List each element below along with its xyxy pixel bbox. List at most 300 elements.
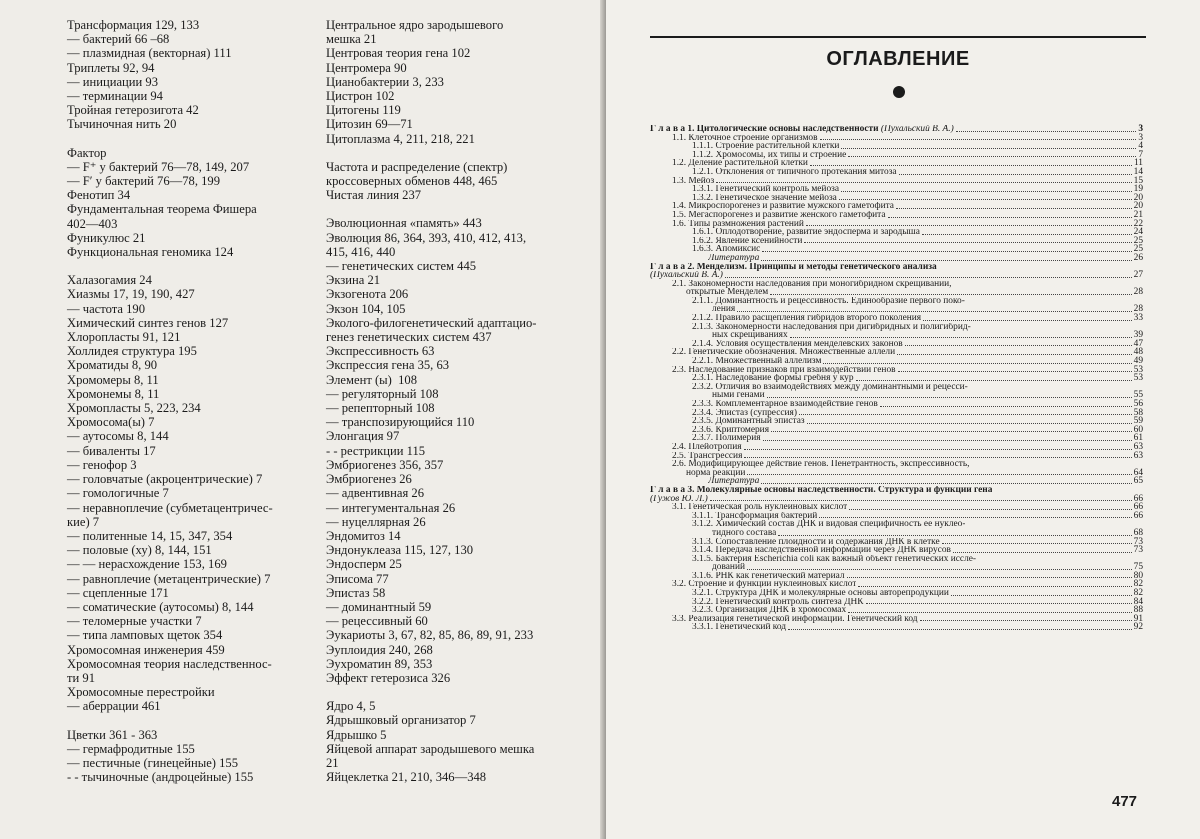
index-entry: Функциональная геномика 124 (67, 245, 234, 260)
index-entry: Химический синтез генов 127 (67, 315, 229, 330)
toc-entry-text: Литература (708, 477, 760, 486)
toc-entry-text: 3.1. Генетическая роль нуклеиновых кислот (672, 503, 848, 512)
toc-leader-dots (896, 208, 1132, 209)
toc-entry-text: 2.3.2. Отличия во взаимодействиях между доминантными и рецесси- (692, 382, 968, 392)
index-entry: Фуникулюс 21 (67, 230, 146, 245)
index-entry: — аберрации 461 (67, 699, 161, 714)
toc-leader-dots (761, 483, 1131, 484)
toc-leader-dots (841, 191, 1132, 192)
toc-entry-title (692, 228, 920, 237)
toc-page-number: 48 (1133, 347, 1143, 358)
toc-entry (650, 202, 1143, 211)
toc-entry (650, 529, 1143, 538)
toc-leader-dots (747, 474, 1131, 475)
toc-entry (650, 288, 1143, 297)
index-entry: Центровая теория гена 102 (326, 46, 471, 61)
toc-page-number: 64 (1133, 467, 1143, 478)
toc-page-number: 28 (1133, 287, 1143, 298)
toc-entry (650, 512, 1143, 521)
toc-page-number: 3 (1138, 132, 1143, 143)
toc-entry (650, 211, 1143, 220)
toc-page-number: 68 (1133, 527, 1143, 538)
toc-page-number: 92 (1133, 622, 1143, 633)
toc-entry-author: (Гужов Ю. Л.) (650, 494, 708, 504)
toc-entry-text: 2.3.1. Наследование формы гребня у кур (692, 374, 854, 383)
toc-entry-text: Г л а в а 2. Менделизм. Принципы и методы генетического анализа (650, 262, 937, 272)
toc-leader-dots (848, 612, 1131, 613)
index-entry: Хромосома(ы) 7 (67, 415, 155, 430)
toc-entry-text: 3.1.1. Трансформация бактерий (692, 511, 818, 521)
toc-leader-dots (920, 620, 1132, 621)
index-entry: — F⁺ у бактерий 76—78, 149, 207 (67, 159, 250, 174)
toc-leader-dots (788, 629, 1132, 630)
index-entry: Эухроматин 89, 353 (326, 656, 433, 671)
index-entry: — терминации 94 (67, 89, 163, 104)
index-entry: — адвентивная 26 (326, 486, 424, 501)
toc-entry-text: Г л а в а 3. Молекулярные основы наследственности. Структура и функции гена (650, 485, 993, 495)
toc-leader-dots (744, 457, 1131, 458)
toc-leader-dots (942, 543, 1132, 544)
index-entry: — интегументальная 26 (326, 500, 456, 515)
toc-leader-dots (799, 414, 1132, 415)
index-entry: Центральное ядро зародышевого (326, 18, 504, 32)
toc-entry-title (672, 177, 714, 186)
index-entry: Эволюция 86, 364, 393, 410, 412, 413, (326, 230, 527, 245)
toc-entry (650, 168, 1143, 177)
toc-entry-title (672, 280, 952, 289)
toc-page-number: 22 (1133, 218, 1143, 229)
toc-page-number: 33 (1133, 313, 1143, 324)
toc-leader-dots (747, 569, 1132, 570)
toc-entry (650, 142, 1143, 151)
toc-entry-text: 1.5. Мегаспорогенез и развитие женского гаметофита (672, 210, 886, 220)
toc-page-number: 80 (1133, 570, 1143, 581)
toc-entry-title (712, 563, 745, 572)
toc-entry-title (692, 374, 854, 383)
toc-entry (650, 503, 1143, 512)
index-entry: Цитогены 119 (326, 103, 401, 118)
toc-page-number: 15 (1133, 175, 1143, 186)
toc-entry (650, 177, 1143, 186)
toc-page-number: 14 (1133, 166, 1143, 177)
toc-entry (650, 598, 1143, 607)
toc-entry (650, 383, 1143, 392)
toc-page-number: 73 (1133, 545, 1143, 556)
index-entry: — частота 190 (67, 301, 146, 316)
toc-entry (650, 271, 1143, 280)
toc-entry (650, 391, 1143, 400)
toc-entry-text: 3.1.2. Химический состав ДНК и видовая специфичность ее нуклео- (692, 520, 966, 529)
index-entry: Цистрон 102 (326, 89, 395, 104)
index-entry: 415, 416, 440 (326, 244, 396, 259)
index-entry: Цитоплазма 4, 211, 218, 221 (326, 131, 475, 146)
toc-page-number: 59 (1133, 416, 1143, 427)
index-spacer (67, 259, 317, 273)
toc-entry (650, 606, 1143, 615)
toc-page-number: 39 (1133, 330, 1143, 341)
toc-entry-title (692, 546, 951, 555)
toc-entry-title (672, 580, 856, 589)
page-number: 477 (1112, 793, 1138, 810)
index-spacer (326, 146, 584, 160)
index-entry: Яйцевой аппарат зародышевого мешка (326, 741, 535, 756)
toc-entry-title (712, 529, 776, 538)
toc-page-number: 28 (1133, 304, 1143, 315)
toc-entry-text: 1.2.1. Отклонения от типичного протекания митоза (692, 167, 897, 177)
toc-leader-dots (819, 517, 1131, 518)
toc-entry-title (692, 314, 921, 323)
toc-entry (650, 417, 1143, 426)
toc-page-number: 65 (1133, 476, 1143, 487)
toc-entry-title (692, 151, 846, 160)
toc-entry (650, 520, 1143, 529)
index-entry: — доминантный 59 (326, 599, 432, 614)
index-entry: Хлоропласты 91, 121 (67, 330, 181, 345)
toc-page-number: 19 (1133, 184, 1143, 195)
index-entry: — неравноплечие (субметацентричес- (67, 500, 273, 515)
toc-entry-text: 2.3. Наследование признаков при взаимодействии генов (672, 365, 896, 375)
toc-leader-dots (806, 225, 1132, 226)
toc-leader-dots (953, 552, 1132, 553)
toc-entry-title (692, 623, 786, 632)
index-entry: мешка 21 (326, 32, 377, 47)
toc-entry-title (672, 460, 969, 469)
toc-entry (650, 623, 1143, 632)
toc-entry (650, 331, 1143, 340)
toc-entry (650, 305, 1143, 314)
toc-entry-text: 2.1. Закономерности наследования при моногибридном скрещивании, (672, 279, 952, 289)
toc-entry-title (686, 469, 745, 478)
index-entry: — гермафродитные 155 (67, 741, 195, 756)
toc-leader-dots (716, 182, 1131, 183)
toc-entry (650, 469, 1143, 478)
toc-entry-text: 1.6.3. Апомиксис (692, 245, 761, 254)
toc-leader-dots (923, 320, 1132, 321)
toc-entry-title (692, 555, 976, 564)
toc-page-number: 84 (1133, 596, 1143, 607)
toc-entry-text: 2.3.7. Полимерия (692, 434, 761, 443)
index-entry: Центромера 90 (326, 60, 407, 75)
toc-entry-author: (Пухальский В. А.) (880, 125, 954, 134)
toc-entry (650, 538, 1143, 547)
index-entry: Эмбриогенез 356, 357 (326, 457, 444, 472)
toc-leader-dots (763, 440, 1132, 441)
index-entry: Чистая линия 237 (326, 188, 422, 203)
index-entry: — рецессивный 60 (326, 614, 428, 629)
toc-entry (650, 477, 1143, 486)
toc-entry-title (672, 503, 847, 512)
toc-entry-text: 2.6. Модифицирующее действие генов. Пенетрантность, экспрессивность, (672, 460, 970, 469)
toc-page-number: 47 (1133, 338, 1143, 349)
toc-entry-title (672, 366, 896, 375)
toc-entry-title (692, 357, 821, 366)
toc-leader-dots (880, 406, 1132, 407)
toc-page-number: 26 (1133, 252, 1143, 263)
toc-entry-text: 2.1.1. Доминантность и рецессивность. Единообразие первого поко- (692, 296, 965, 306)
toc-entry-title (692, 168, 897, 177)
toc-entry (650, 245, 1143, 254)
index-entry: Хромосомная теория наследственнос- (67, 656, 272, 671)
toc-page-number: 53 (1133, 364, 1143, 375)
index-entry: Хромомеры 8, 11 (67, 372, 159, 387)
toc-leader-dots (767, 397, 1132, 398)
index-entry: Триплеты 92, 94 (67, 60, 155, 75)
table-of-contents (650, 125, 1143, 632)
toc-entry-text: 3.1.3. Сопоставление плоидности и содержания ДНК в клетке (692, 537, 940, 547)
toc-entry (650, 555, 1143, 564)
toc-leader-dots (710, 500, 1132, 501)
toc-entry-text: 2.2.1. Множественный аллелизм (692, 357, 822, 366)
toc-page-number: 66 (1133, 502, 1143, 513)
index-spacer (67, 714, 317, 728)
toc-entry-text: 1.3. Мейоз (672, 176, 715, 186)
toc-entry-text: Г л а в а 1. Цитологические основы наследственности (650, 125, 881, 134)
toc-entry-text: 1.6.2. Явление ксенийности (692, 236, 803, 246)
toc-page-number: 75 (1133, 562, 1143, 573)
toc-entry-title (692, 572, 845, 581)
toc-entry-text: 3.2.2. Генетический контроль синтеза ДНК (692, 597, 864, 607)
toc-page-number: 73 (1133, 536, 1143, 547)
index-entry: — аутосомы 8, 144 (67, 429, 169, 444)
toc-entry-text: Литература (708, 253, 760, 263)
index-entry: Экспрессия гена 35, 63 (326, 358, 450, 373)
toc-entry (650, 589, 1143, 598)
index-entry: — пестичные (гинецейные) 155 (67, 755, 239, 770)
toc-leader-dots (744, 449, 1132, 450)
toc-entry-title (708, 477, 759, 486)
toc-entry-title (692, 340, 903, 349)
index-entry: — нуцеллярная 26 (326, 514, 426, 529)
toc-entry-title (692, 409, 797, 418)
toc-entry (650, 572, 1143, 581)
toc-leader-dots (823, 363, 1131, 364)
toc-entry-text: 1.1.1. Строение растительной клетки (692, 142, 840, 151)
toc-entry-text: 1.6.1. Оплодотворение, развитие эндосперма и зародыша (692, 228, 920, 237)
toc-leader-dots (778, 535, 1131, 536)
toc-entry-text: 2.2. Генетические обозначения. Множественные аллели (672, 348, 896, 358)
toc-entry (650, 254, 1143, 263)
toc-page-number: 63 (1133, 441, 1143, 452)
toc-entry (650, 228, 1143, 237)
index-entry: — плазмидная (векторная) 111 (67, 46, 232, 61)
toc-entry-title (672, 134, 818, 143)
toc-leader-dots (804, 242, 1131, 243)
toc-leader-dots (905, 345, 1132, 346)
index-entry: — равноплечие (метацентрические) 7 (67, 571, 271, 586)
toc-entry (650, 615, 1143, 624)
toc-entry-title (686, 288, 768, 297)
toc-entry-text: 3.2.1. Структура ДНК и молекулярные основы авторепродукции (692, 589, 949, 598)
toc-entry (650, 185, 1143, 194)
toc-entry-text: 3.1.4. Передача наследственной информации через ДНК вирусов (692, 546, 951, 555)
toc-entry-title (692, 383, 968, 392)
toc-entry-text: 2.4. Плейотропия (672, 442, 742, 452)
toc-entry-text: 3.2. Строение и функции нуклеиновых кислот (672, 580, 857, 590)
toc-entry-title (672, 443, 742, 452)
toc-entry (650, 323, 1143, 332)
toc-entry-text: 1.3.1. Генетический контроль мейоза (692, 185, 840, 194)
toc-page-number: 82 (1133, 588, 1143, 599)
toc-entry-text: 3.1.6. РНК как генетический материал (692, 571, 845, 581)
toc-entry-text: ными генами (712, 391, 765, 400)
toc-page-number: 88 (1133, 605, 1143, 616)
toc-entry (650, 366, 1143, 375)
index-entry: Эндонуклеаза 115, 127, 130 (326, 543, 474, 558)
toc-leader-dots (888, 217, 1132, 218)
index-entry: — половые (ху) 8, 144, 151 (67, 543, 212, 558)
index-spacer (326, 202, 584, 216)
toc-page-number: 25 (1133, 244, 1143, 255)
toc-entry (650, 220, 1143, 229)
toc-entry (650, 297, 1143, 306)
toc-leader-dots (847, 577, 1132, 578)
toc-entry-title (650, 263, 937, 272)
toc-entry-title (650, 125, 954, 134)
toc-entry-title (672, 202, 894, 211)
toc-leader-dots (849, 509, 1131, 510)
toc-entry-text: 2.1.3. Закономерности наследования при дигибридных и полигибрид- (692, 322, 971, 332)
toc-entry-text: 2.5. Трансгрессия (672, 451, 743, 461)
index-entry: Хромосомные перестройки (67, 685, 215, 700)
index-entry: Цветки 361 - 363 (67, 727, 158, 742)
toc-entry (650, 159, 1143, 168)
toc-entry-text: дований (712, 563, 745, 572)
toc-leader-dots (956, 131, 1137, 132)
toc-entry (650, 443, 1143, 452)
toc-leader-dots (810, 165, 1132, 166)
index-entry: Цитозин 69—71 (326, 117, 413, 132)
toc-leader-dots (841, 148, 1136, 149)
toc-leader-dots (866, 603, 1132, 604)
toc-entry-text: 2.3.3. Комплементарное взаимодействие генов (692, 400, 878, 409)
toc-entry-title (692, 297, 965, 306)
toc-entry (650, 357, 1143, 366)
index-entry: — сцепленные 171 (67, 585, 169, 600)
index-entry: — политенные 14, 15, 347, 354 (67, 528, 233, 543)
toc-entry-text: 1.1.2. Хромосомы, их типы и строение (692, 150, 847, 160)
toc-entry-text: 2.1.4. Условия осуществления менделевских законов (692, 339, 903, 349)
index-entry: — биваленты 17 (67, 443, 156, 458)
toc-page-number: 60 (1133, 424, 1143, 435)
toc-page-number: 55 (1133, 390, 1143, 401)
index-column-2 (326, 18, 584, 784)
toc-page-number: 56 (1133, 399, 1143, 409)
toc-entry (650, 495, 1143, 504)
index-entry: Хиазмы 17, 19, 190, 427 (67, 287, 195, 302)
toc-page-number: 58 (1133, 407, 1143, 418)
index-entry: — бактерий 66 –68 (67, 32, 170, 47)
toc-entry-title (692, 400, 878, 409)
toc-entry-text: 3.3. Реализация генетической информации. Генетический код (672, 614, 918, 624)
index-entry: Экзогенота 206 (326, 287, 409, 302)
index-entry: — генофор 3 (67, 457, 137, 472)
toc-entry-title (650, 486, 992, 495)
toc-entry-title (692, 245, 760, 254)
toc-entry-title (712, 331, 788, 340)
index-entry: Экзон 104, 105 (326, 301, 406, 316)
toc-page-number: 3 (1138, 124, 1143, 134)
index-entry: Халазогамия 24 (67, 273, 152, 288)
index-entry: Тройная гетерозигота 42 (67, 103, 199, 118)
index-entry: Эндомитоз 14 (326, 528, 401, 543)
toc-leader-dots (951, 595, 1132, 596)
index-entry: Экспрессивность 63 (326, 344, 435, 359)
toc-leader-dots (770, 294, 1131, 295)
toc-leader-dots (858, 586, 1131, 587)
toc-page-number: 11 (1133, 158, 1143, 169)
index-entry: 21 (326, 755, 339, 770)
toc-entry-text: 1.1. Клеточное строение организмов (672, 133, 818, 143)
contents-bullet-ornament (893, 86, 905, 98)
toc-page-number: 27 (1133, 270, 1143, 281)
toc-entry-text: 1.6. Типы размножения растений (672, 219, 804, 229)
index-entry: - - тычиночные (андроцейные) 155 (67, 770, 254, 785)
index-entry: — теломерные участки 7 (67, 614, 202, 629)
toc-entry (650, 340, 1143, 349)
index-entry: — типа ламповых щеток 354 (67, 628, 223, 643)
toc-entry (650, 546, 1143, 555)
index-entry: Элонгация 97 (326, 429, 400, 444)
toc-entry-text: 1.4. Микроспорогенез и развитие мужского гаметофита (672, 202, 894, 211)
index-entry: Хроматиды 8, 90 (67, 358, 158, 373)
toc-entry (650, 460, 1143, 469)
index-entry: Фенотип 34 (67, 188, 131, 203)
index-entry: ти 91 (67, 670, 95, 685)
index-entry: Ядрышковый организатор 7 (326, 713, 476, 728)
toc-entry (650, 237, 1143, 246)
index-entry: — головчатые (акроцентрические) 7 (67, 472, 263, 487)
index-entry: — F′ у бактерий 76—78, 199 (67, 174, 221, 189)
toc-entry-title (672, 348, 895, 357)
toc-entry-title (692, 142, 839, 151)
toc-leader-dots (848, 156, 1136, 157)
index-entry: Фундаментальная теорема Фишера (67, 202, 257, 217)
toc-page-number: 66 (1133, 510, 1143, 521)
toc-leader-dots (807, 423, 1132, 424)
toc-entry-text: норма реакции (686, 468, 746, 478)
index-entry: генез генетических систем 437 (326, 330, 492, 345)
toc-page-number: 91 (1133, 613, 1143, 624)
index-entry: Эписома 77 (326, 571, 389, 586)
index-entry: Эуплоидия 240, 268 (326, 642, 433, 657)
toc-leader-dots (856, 380, 1132, 381)
toc-entry-text: 3.2.3. Организация ДНК в хромосомах (692, 606, 847, 615)
toc-chapter-heading (650, 486, 1143, 495)
toc-entry (650, 409, 1143, 418)
contents-title: ОГЛАВЛЕНИЕ (826, 48, 970, 70)
toc-leader-dots (771, 431, 1132, 432)
toc-entry (650, 452, 1143, 461)
index-entry: — репепторный 108 (326, 401, 435, 416)
index-entry: Ядрышко 5 (326, 727, 387, 742)
index-column-1 (67, 18, 317, 784)
toc-page-number: 20 (1133, 192, 1143, 203)
toc-entry (650, 563, 1143, 572)
toc-leader-dots (820, 139, 1137, 140)
toc-leader-dots (899, 174, 1132, 175)
toc-entry-title (672, 211, 886, 220)
toc-entry-text: 2.3.4. Эпистаз (супрессия) (692, 408, 797, 418)
contents-top-rule (650, 36, 1146, 38)
toc-entry-title (692, 185, 839, 194)
index-entry: - - рестрикции 115 (326, 443, 426, 458)
toc-entry-text: 1.3.2. Генетическое значение мейоза (692, 193, 837, 203)
index-entry: Яйцеклетка 21, 210, 346—348 (326, 770, 487, 785)
index-entry: кроссоверных обменов 448, 465 (326, 174, 498, 189)
toc-entry-title (692, 520, 965, 529)
toc-entry-text: тидного состава (712, 528, 777, 538)
index-spacer (67, 132, 317, 146)
